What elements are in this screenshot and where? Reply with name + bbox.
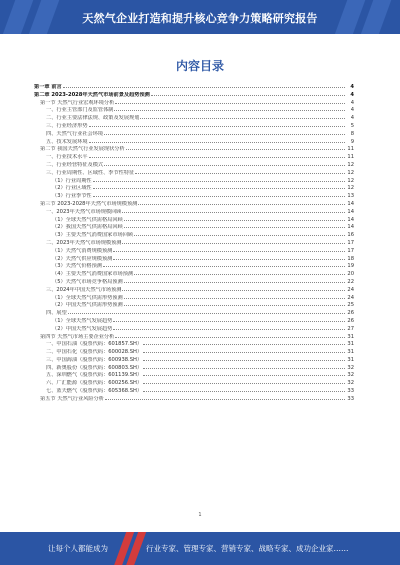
toc-leader-dots	[115, 98, 345, 104]
toc-entry-label: （5）天然气市场竞争格局预测	[52, 278, 123, 285]
toc-entry-label: 二、行业主要法律法规、政策及发展规划	[46, 115, 140, 122]
toc-entry[interactable]	[34, 386, 354, 394]
toc-entry[interactable]	[34, 144, 354, 152]
toc-entry[interactable]	[34, 332, 354, 340]
toc-entry-label: 一、行业主管部门及监管体制	[46, 107, 114, 114]
toc-entry[interactable]	[34, 254, 354, 262]
toc-entry[interactable]	[34, 246, 354, 254]
toc-entry-label: 第二节 我国天然气行业发展现状分析	[40, 146, 125, 153]
toc-leader-dots	[63, 82, 345, 88]
report-title: 天然气企业打造和提升核心竞争力策略研究报告	[82, 12, 318, 25]
toc-entry-page: 11	[347, 154, 354, 161]
toc-entry-page: 12	[347, 177, 354, 184]
toc-entry-label: 三、行业周期性、区域性、季节性特征	[46, 169, 135, 176]
toc-entry[interactable]	[34, 363, 354, 371]
toc-leader-dots	[104, 160, 345, 166]
toc-entry-label: 第四节 天然气市场主要企业分析	[40, 333, 115, 340]
toc-entry-page: 4	[350, 115, 354, 122]
toc-entry-label: 七、蓝天燃气（股票代码：605368.SH）	[46, 388, 143, 395]
toc-leader-dots	[93, 191, 345, 197]
toc-leader-dots	[143, 370, 345, 376]
toc-entry-page: 4	[350, 99, 354, 106]
toc-entry-page: 22	[347, 278, 354, 285]
toc-leader-dots	[143, 339, 345, 345]
toc-leader-dots	[104, 129, 345, 135]
toc-entry-page: 32	[347, 380, 354, 387]
toc-entry-page: 32	[347, 372, 354, 379]
toc-leader-dots	[113, 324, 345, 330]
toc-entry-page: 27	[347, 325, 354, 332]
toc-leader-dots	[93, 176, 345, 182]
toc-entry-label: （2）中国天然气供需形势预测	[52, 302, 123, 309]
toc-leader-dots	[89, 137, 345, 143]
toc-entry-label: 二、2023年天然气市场规模预测	[46, 239, 122, 246]
toc-entry-label: 五、技术发展环境	[46, 138, 88, 145]
toc-entry[interactable]	[34, 207, 354, 215]
toc-leader-dots	[93, 183, 345, 189]
toc-leader-dots	[124, 222, 345, 228]
toc-entry-page: 32	[347, 364, 354, 371]
toc-entry-page: 26	[347, 310, 354, 317]
toc-entry-page: 16	[347, 232, 354, 239]
toc-entry[interactable]	[34, 293, 354, 301]
toc-entry[interactable]	[34, 105, 354, 113]
toc-entry-label: 一、行业技术水平	[46, 154, 88, 161]
toc-entry-page: 12	[347, 169, 354, 176]
toc-leader-dots	[89, 152, 345, 158]
toc-leader-dots	[113, 316, 345, 322]
toc-entry-label: （2）我国天然气供需格局回顾	[52, 224, 123, 231]
toc-leader-dots	[143, 347, 345, 353]
toc-entry-label: 第五节 天然气行业风险分析	[40, 395, 104, 402]
toc-leader-dots	[103, 261, 345, 267]
toc-entry-page: 17	[347, 247, 354, 254]
toc-entry-label: 一、中国石油（股票代码：601857.SH）	[46, 341, 143, 348]
toc-entry-label: 六、广汇能源（股票代码：600256.SH）	[46, 380, 143, 387]
toc-entry-page: 8	[350, 130, 354, 137]
toc-entry[interactable]	[34, 300, 354, 308]
footer-decoration	[118, 532, 144, 565]
toc-leader-dots	[143, 386, 345, 392]
toc-entry-label: 三、行业经济形势	[46, 122, 88, 129]
toc-entry[interactable]	[34, 137, 354, 145]
toc-entry-label: 四、天然气行业社会环境	[46, 130, 104, 137]
toc-leader-dots	[151, 90, 345, 96]
toc-entry-label: （2）行业区域性	[52, 185, 92, 192]
toc-entry[interactable]	[34, 90, 354, 98]
toc-entry-page: 4	[350, 91, 354, 98]
toc-entry-page: 14	[347, 216, 354, 223]
toc-entry[interactable]	[34, 168, 354, 176]
toc-leader-dots	[115, 332, 345, 338]
toc-leader-dots	[113, 246, 345, 252]
toc-entry-page: 5	[350, 122, 354, 129]
toc-entry-page: 20	[347, 271, 354, 278]
toc-leader-dots	[105, 394, 345, 400]
toc-entry-label: （1）行业周期性	[52, 177, 92, 184]
toc-entry-page: 25	[347, 302, 354, 309]
toc-entry-label: （2）天然气供应规模预测	[52, 255, 113, 262]
toc-entry[interactable]	[34, 230, 354, 238]
toc-entry[interactable]	[34, 222, 354, 230]
toc-leader-dots	[134, 230, 345, 236]
toc-leader-dots	[124, 300, 345, 306]
toc-entry-label: （2）中国天然气发展趋势	[52, 325, 113, 332]
toc-entry[interactable]	[34, 113, 354, 121]
toc-entry-label: （1）全球天然气供需格局回顾	[52, 216, 123, 223]
toc-entry-page: 14	[347, 224, 354, 231]
toc-entry-label: 第二章 2023-2028年天然气市场前景及趋势预测	[34, 91, 150, 98]
toc-entry-label: 第三节 2023-2028年天然气市场规模预测	[40, 200, 138, 207]
toc-entry-page: 24	[347, 294, 354, 301]
footer-slogan-right: 行业专家、管理专家、营销专家、战略专家、成功企业家……	[146, 544, 349, 553]
toc-entry-page: 11	[347, 146, 354, 153]
toc-entry-label: （1）天然气消费规模预测	[52, 247, 113, 254]
toc-entry[interactable]	[34, 98, 354, 106]
toc-leader-dots	[68, 308, 345, 314]
toc-leader-dots	[122, 238, 345, 244]
toc-entry-label: 二、行业经营特征及模式	[46, 161, 104, 168]
toc-entry-page: 33	[347, 388, 354, 395]
toc-entry[interactable]	[34, 261, 354, 269]
toc-entry-page: 14	[347, 208, 354, 215]
toc-entry-label: （3）主要天然气消费国家市场回顾	[52, 232, 134, 239]
toc-entry[interactable]	[34, 269, 354, 277]
toc-entry[interactable]	[34, 355, 354, 363]
toc-entry[interactable]	[34, 176, 354, 184]
toc-entry[interactable]	[34, 316, 354, 324]
toc-entry-page: 19	[347, 263, 354, 270]
toc-entry-page: 13	[347, 193, 354, 200]
toc-leader-dots	[113, 254, 345, 260]
toc-entry-page: 14	[347, 200, 354, 207]
toc-leader-dots	[124, 215, 345, 221]
toc-entry[interactable]	[34, 347, 354, 355]
toc-entry[interactable]	[34, 308, 354, 316]
toc-entry[interactable]	[34, 160, 354, 168]
toc-entry-page: 26	[347, 317, 354, 324]
toc-entry[interactable]	[34, 215, 354, 223]
toc-entry-label: 三、2024年中国天然气市场预测	[46, 286, 122, 293]
toc-entry[interactable]	[34, 378, 354, 386]
toc-entry-label: 二、中国石化（股票代码：600028.SH）	[46, 349, 143, 356]
toc-entry-page: 31	[347, 356, 354, 363]
toc-entry-page: 9	[350, 138, 354, 145]
toc-entry-label: 四、展望	[46, 310, 67, 317]
toc-entry[interactable]	[34, 129, 354, 137]
toc-entry-page: 31	[347, 341, 354, 348]
toc-leader-dots	[143, 355, 345, 361]
toc-leader-dots	[134, 269, 345, 275]
table-of-contents	[34, 82, 354, 402]
toc-entry-label: 一、2023年天然气市场规模回顾	[46, 208, 122, 215]
toc-entry-page: 4	[350, 107, 354, 114]
toc-leader-dots	[124, 277, 345, 283]
toc-entry[interactable]	[34, 370, 354, 378]
toc-entry-page: 17	[347, 239, 354, 246]
toc-entry-label: （4）主要天然气消费国家市场预测	[52, 271, 134, 278]
toc-entry[interactable]	[34, 121, 354, 129]
toc-entry-label: 四、新奥股份（股票代码：600803.SH）	[46, 364, 143, 371]
toc-entry[interactable]	[34, 152, 354, 160]
toc-entry[interactable]	[34, 324, 354, 332]
toc-entry-label: （1）全球天然气供需形势预测	[52, 294, 123, 301]
toc-entry[interactable]	[34, 285, 354, 293]
toc-entry[interactable]	[34, 238, 354, 246]
toc-entry-label: （3）天然气价格预测	[52, 263, 102, 270]
toc-leader-dots	[143, 378, 345, 384]
toc-entry[interactable]	[34, 199, 354, 207]
toc-leader-dots	[140, 113, 345, 119]
header-banner	[0, 0, 400, 34]
toc-entry-page: 12	[347, 185, 354, 192]
toc-leader-dots	[122, 285, 345, 291]
toc-entry-page: 33	[347, 395, 354, 402]
toc-entry-page: 31	[347, 349, 354, 356]
toc-leader-dots	[143, 363, 345, 369]
toc-entry-label: （1）全球天然气发展趋势	[52, 317, 113, 324]
toc-entry[interactable]	[34, 183, 354, 191]
toc-leader-dots	[126, 144, 345, 150]
footer-slogan-left: 让每个人都能成为	[48, 544, 108, 553]
toc-entry-page: 4	[350, 84, 354, 90]
toc-leader-dots	[135, 168, 345, 174]
toc-entry-label: （3）行业季节性	[52, 193, 92, 200]
toc-entry-label: 第一节 天然气行业宏观环境分析	[40, 99, 115, 106]
toc-entry-page: 18	[347, 255, 354, 262]
footer-banner	[0, 532, 400, 565]
toc-entry[interactable]	[34, 394, 354, 402]
page-number: 1	[198, 512, 202, 518]
toc-heading: 内容目录	[175, 59, 224, 73]
toc-entry[interactable]	[34, 191, 354, 199]
toc-entry[interactable]	[34, 82, 354, 90]
toc-entry-label: 五、深圳燃气（股票代码：601139.SH）	[46, 372, 143, 379]
toc-entry-page: 24	[347, 286, 354, 293]
toc-leader-dots	[124, 293, 345, 299]
toc-leader-dots	[122, 207, 345, 213]
toc-entry-page: 12	[347, 161, 354, 168]
toc-entry[interactable]	[34, 277, 354, 285]
toc-leader-dots	[138, 199, 345, 205]
toc-entry-page: 31	[347, 333, 354, 340]
toc-entry-label: 第一章 前言	[34, 84, 62, 90]
toc-entry-label: 三、中国海油（股票代码：600938.SH）	[46, 356, 143, 363]
toc-leader-dots	[114, 105, 345, 111]
toc-leader-dots	[89, 121, 345, 127]
toc-entry[interactable]	[34, 339, 354, 347]
